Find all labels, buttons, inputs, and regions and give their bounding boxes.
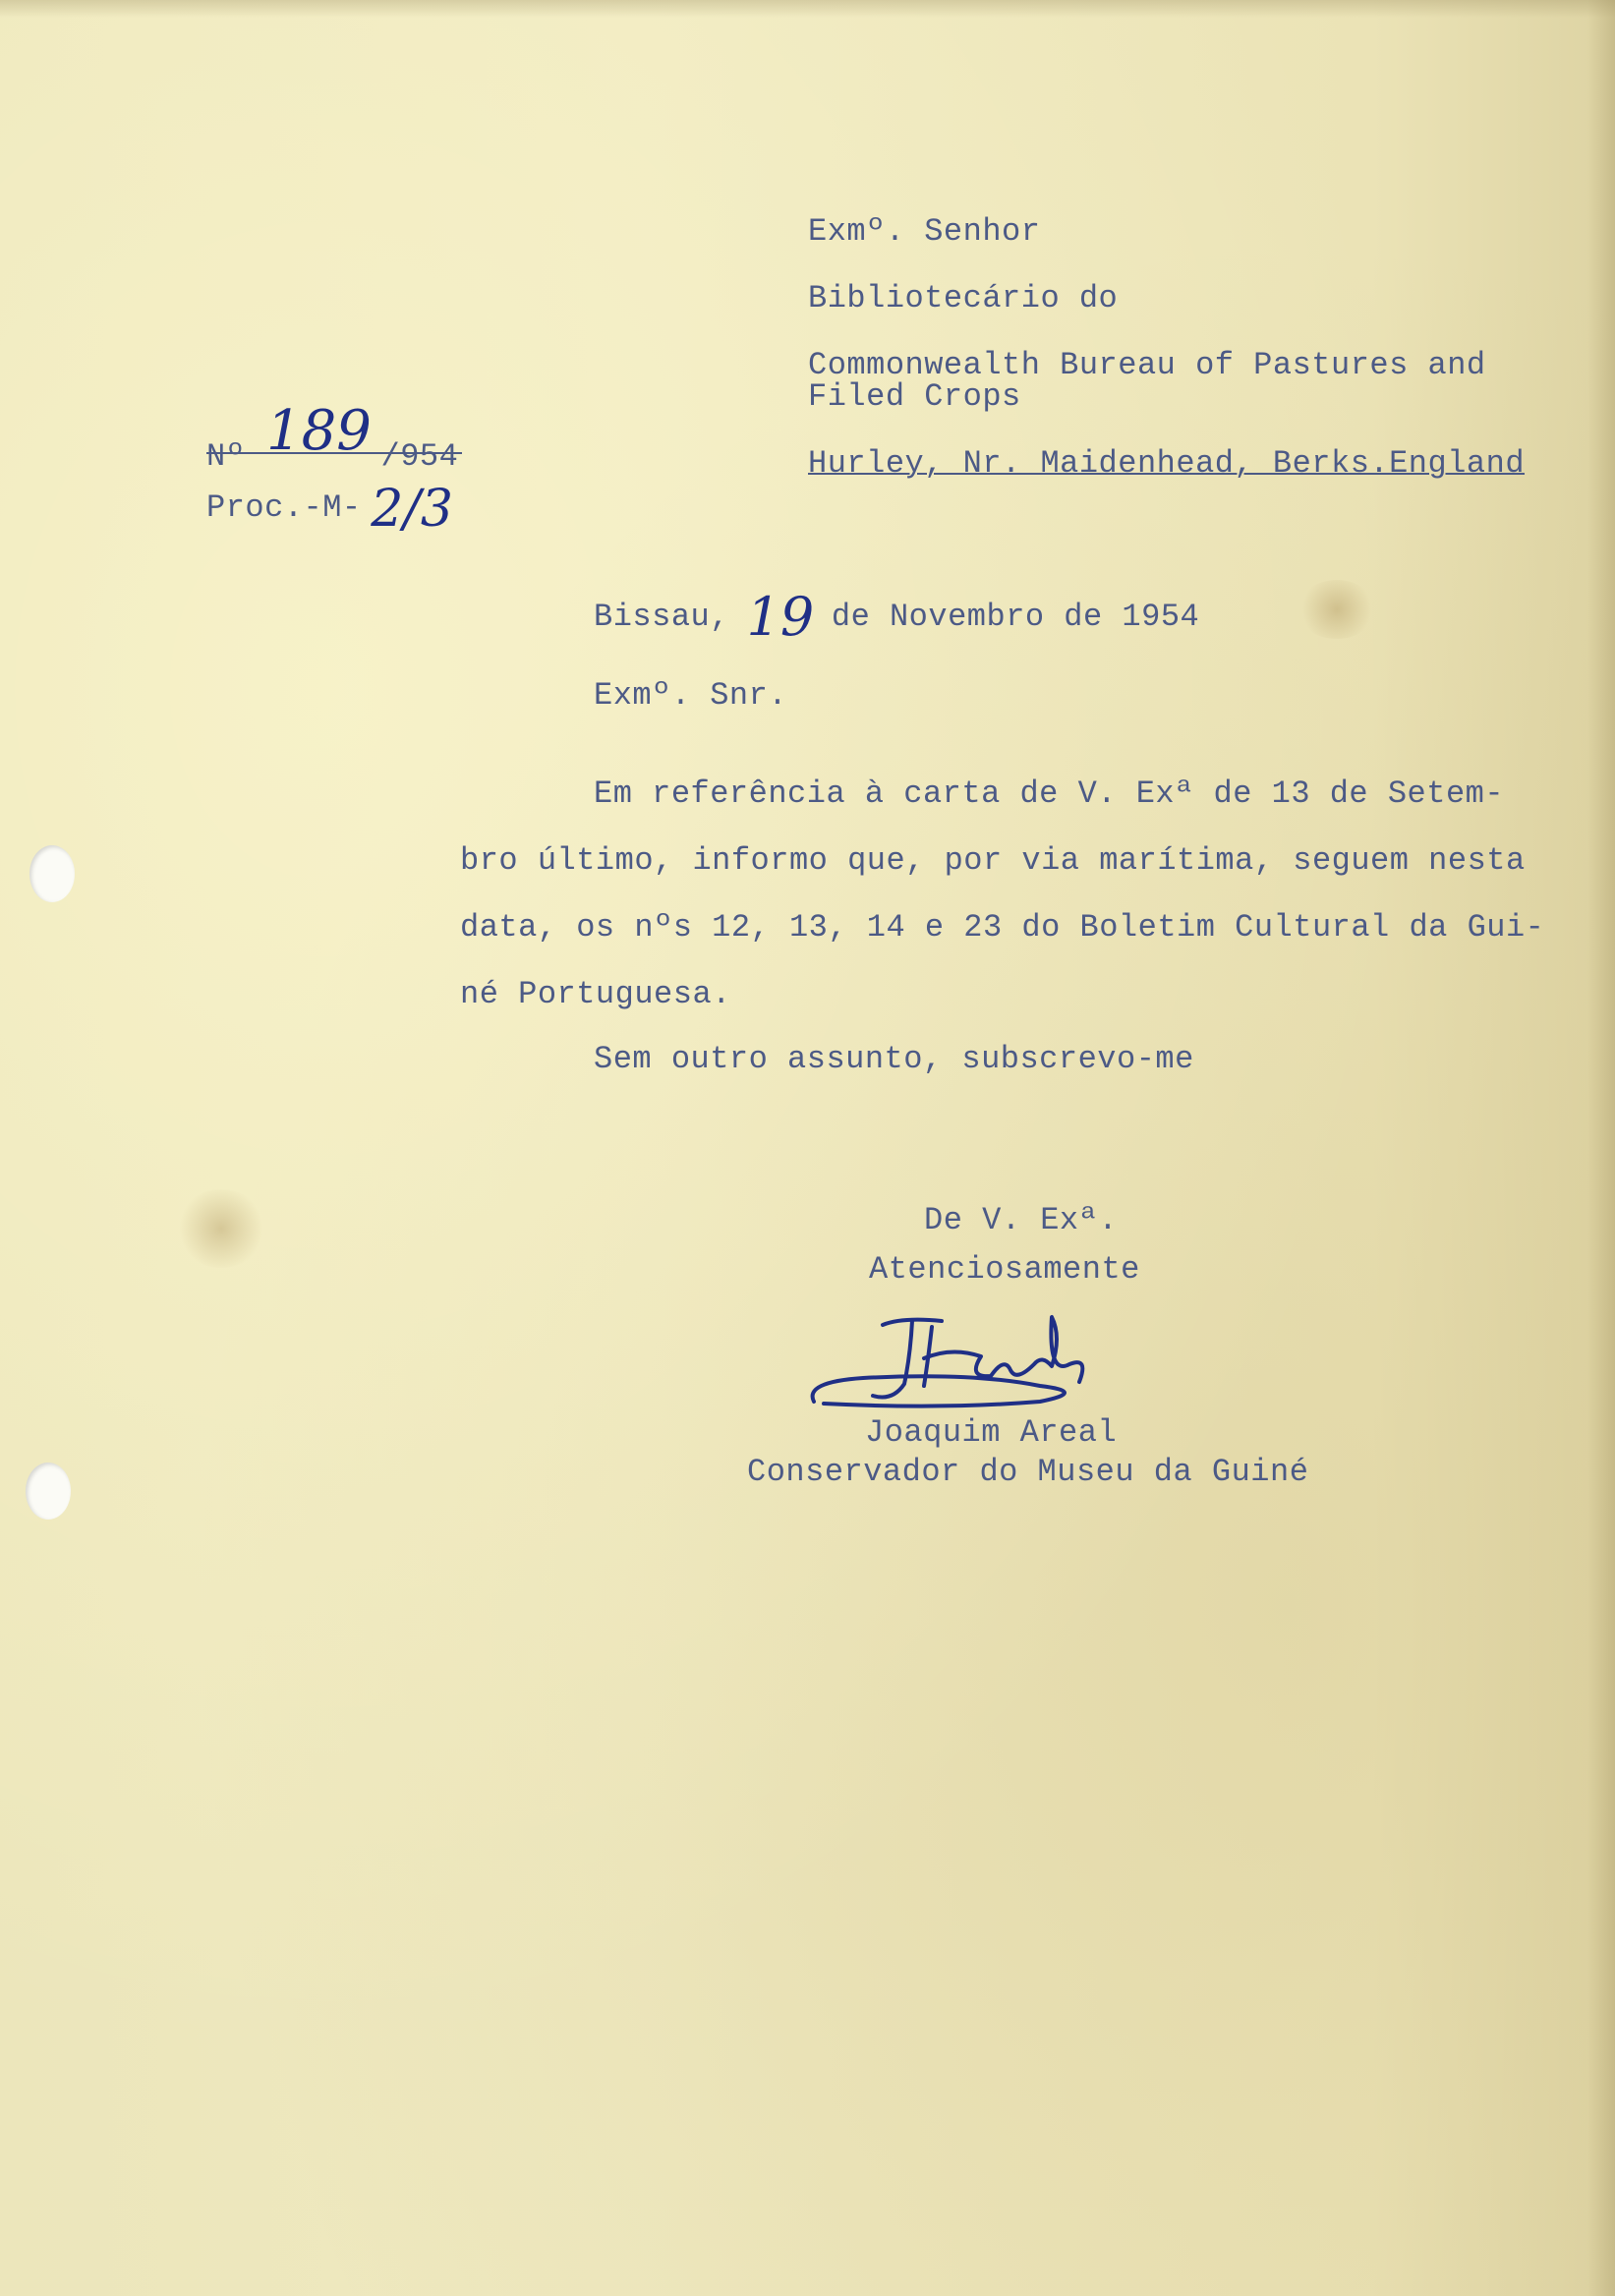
body-line-1: Em referência à carta de V. Exª de 13 de Setem- xyxy=(594,775,1505,812)
date-prefix: Bissau, xyxy=(594,599,729,635)
reference-number-prefix: Nº xyxy=(206,438,246,475)
punch-hole-bottom xyxy=(26,1463,71,1520)
body-line-5: Sem outro assunto, subscrevo-me xyxy=(594,1041,1194,1077)
reference-number-suffix: /954 xyxy=(380,438,459,475)
closing-line-1: De V. Exª. xyxy=(924,1202,1119,1238)
signatory-title: Conservador do Museu da Guiné xyxy=(747,1454,1309,1490)
greeting: Exmº. Snr. xyxy=(594,677,788,714)
paper-stain xyxy=(177,1189,265,1268)
recipient-address: Hurley, Nr. Maidenhead, Berks.England xyxy=(808,445,1526,482)
body-line-4: né Portuguesa. xyxy=(460,976,731,1012)
body-line-2: bro último, informo que, por via marítima, seguem nesta xyxy=(460,842,1526,879)
body-line-3: data, os nºs 12, 13, 14 e 23 do Boletim Cultural da Gui- xyxy=(460,909,1545,946)
recipient-org-line2: Filed Crops xyxy=(808,378,1021,415)
reference-number xyxy=(206,399,462,475)
signatory-name: Joaquim Areal xyxy=(865,1414,1118,1451)
punch-hole-top xyxy=(29,845,75,902)
paper-edge-top xyxy=(0,0,1615,18)
paper-stain xyxy=(1298,580,1376,639)
date-line xyxy=(594,576,1200,648)
recipient-title: Bibliotecário do xyxy=(808,280,1119,316)
reference-number-handwritten: 189 xyxy=(266,399,372,463)
recipient-org-line1: Commonwealth Bureau of Pastures and xyxy=(808,347,1486,383)
handwritten-signature xyxy=(794,1307,1128,1415)
process-reference-handwritten: 2/3 xyxy=(371,480,453,539)
date-suffix: de Novembro de 1954 xyxy=(831,599,1200,635)
process-reference xyxy=(206,470,453,539)
date-day-handwritten: 19 xyxy=(746,586,815,648)
recipient-salutation: Exmº. Senhor xyxy=(808,213,1041,250)
paper-edge-right xyxy=(1587,0,1615,2296)
process-reference-prefix: Proc.-M- xyxy=(206,489,362,526)
closing-line-2: Atenciosamente xyxy=(869,1251,1140,1288)
